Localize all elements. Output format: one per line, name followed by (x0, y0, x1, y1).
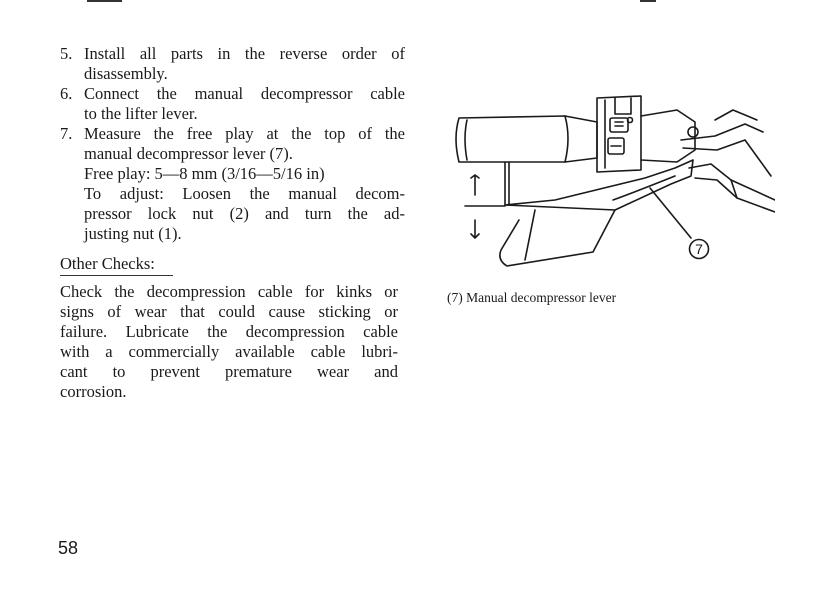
manual-decompressor-lever (505, 160, 693, 210)
step-number: 6. (60, 84, 73, 103)
step-line: Free play: 5—8 mm (3/16—5/16 in) (84, 164, 325, 183)
step-5 (60, 44, 405, 84)
step-line: Connect the manual decompressor cable (84, 84, 405, 103)
paragraph-line: signs of wear that could cause sticking or (60, 302, 398, 321)
step-7 (60, 124, 405, 244)
heading-text: Other Checks: (60, 254, 155, 273)
paragraph-line: corrosion. (60, 382, 127, 401)
page-number: 58 (58, 538, 79, 558)
step-body (84, 44, 405, 84)
switch-housing (597, 96, 641, 172)
step-line: To adjust: Loosen the manual decom- (84, 184, 405, 203)
step-body (84, 124, 405, 244)
top-rule-left (87, 0, 122, 2)
figure-caption: (7) Manual decompressor lever (447, 290, 617, 305)
paragraph-line: with a commercially available cable lubri- (60, 342, 398, 361)
heading-underline (60, 275, 173, 276)
step-line: to the lifter lever. (84, 104, 198, 123)
top-rule-right (640, 0, 656, 2)
handlebar-grip (456, 116, 597, 162)
other-checks-heading (60, 254, 173, 276)
step-line: manual decompressor lever (7). (84, 144, 293, 163)
step-body (84, 84, 405, 124)
step-number: 5. (60, 44, 73, 63)
callout-number: 7 (695, 241, 703, 257)
other-checks-paragraph (60, 282, 398, 402)
step-line: Measure the free play at the top of the (84, 124, 405, 143)
decompressor-lever-illustration (445, 80, 775, 280)
step-line: justing nut (1). (84, 224, 182, 243)
paragraph-line: cant to prevent premature wear and (60, 362, 398, 381)
lever-perch (641, 110, 695, 162)
paragraph-line: failure. Lubricate the decompression cable (60, 322, 398, 341)
paragraph-line: Check the decompression cable for kinks or (60, 282, 398, 301)
step-6 (60, 84, 405, 124)
step-line: disassembly. (84, 64, 168, 83)
step-line: Install all parts in the reverse order of (84, 44, 405, 63)
step-number: 7. (60, 124, 73, 143)
procedure-steps (60, 44, 405, 244)
step-line: pressor lock nut (2) and turn the ad- (84, 204, 405, 223)
free-play-mark (471, 175, 479, 195)
